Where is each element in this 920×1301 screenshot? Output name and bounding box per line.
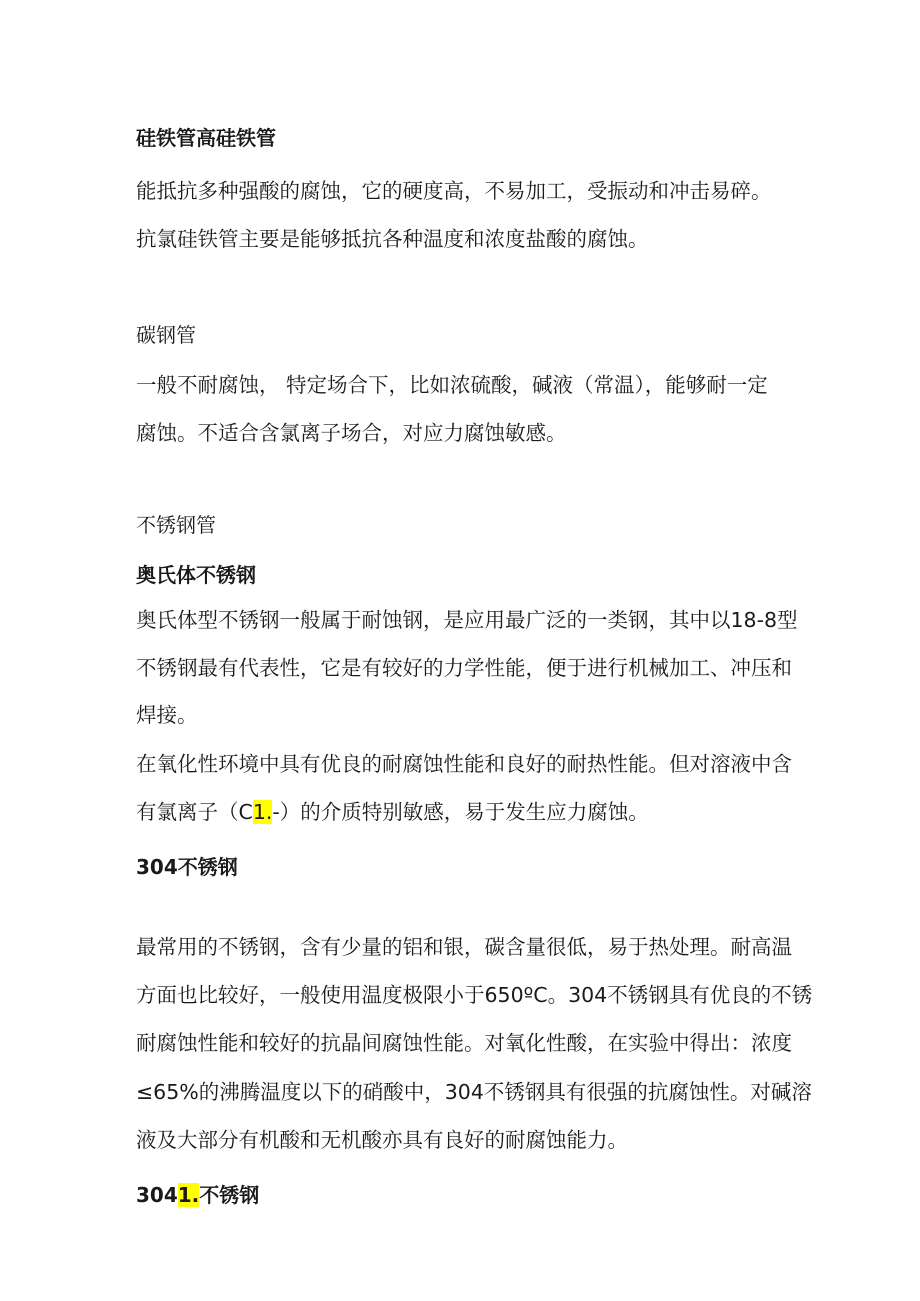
text-segment: -）的介质特别敏感，易于发生应力腐蚀。: [272, 800, 649, 824]
heading-austenitic-stainless: 奥氏体不锈钢: [136, 563, 256, 587]
paragraph-line-with-highlight: [136, 802, 649, 823]
text-segment: 有氯离子（C: [136, 800, 253, 824]
text-segment: 304: [136, 1183, 178, 1207]
paragraph-line: 奥氏体型不锈钢一般属于耐蚀钢，是应用最广泛的一类钢，其中以18-8型: [136, 608, 798, 632]
paragraph-line: 一般不耐腐蚀， 特定场合下，比如浓硫酸，碱液（常温），能够耐一定: [136, 373, 768, 397]
paragraph-line: 最常用的不锈钢，含有少量的铝和银，碳含量很低，易于热处理。耐高温: [136, 935, 792, 959]
heading-304-stainless: 304不锈钢: [136, 855, 238, 879]
highlighted-text: 1.: [177, 1183, 200, 1207]
heading-silicon-iron-pipe: 硅铁管高硅铁管: [136, 126, 276, 150]
paragraph-line: 抗氯硅铁管主要是能够抵抗各种温度和浓度盐酸的腐蚀。: [136, 227, 649, 251]
paragraph-line: 在氧化性环境中具有优良的耐腐蚀性能和良好的耐热性能。但对溶液中含: [136, 752, 792, 776]
paragraph-line: ≤65%的沸腾温度以下的硝酸中，304不锈钢具有很强的抗腐蚀性。对碱溶: [136, 1080, 812, 1104]
text-segment: 不锈钢: [199, 1183, 260, 1207]
paragraph-line: 方面也比较好，一般使用温度极限小于650ºC。304不锈钢具有优良的不锈: [136, 983, 813, 1007]
paragraph-line: 腐蚀。不适合含氯离子场合，对应力腐蚀敏感。: [136, 421, 567, 445]
paragraph-line: 能抵抗多种强酸的腐蚀，它的硬度高，不易加工，受振动和冲击易碎。: [136, 179, 772, 203]
paragraph-line: 不锈钢最有代表性，它是有较好的力学性能，便于进行机械加工、冲压和: [136, 656, 792, 680]
heading-304l-stainless: [136, 1185, 259, 1205]
paragraph-line: 耐腐蚀性能和较好的抗晶间腐蚀性能。对氧化性酸，在实验中得出：浓度: [136, 1031, 792, 1055]
paragraph-line: 液及大部分有机酸和无机酸亦具有良好的耐腐蚀能力。: [136, 1128, 628, 1152]
heading-carbon-steel-pipe: 碳钢管: [136, 323, 196, 347]
heading-stainless-steel-pipe: 不锈钢管: [136, 513, 216, 537]
paragraph-line: 焊接。: [136, 703, 198, 727]
highlighted-text: 1.: [252, 800, 273, 824]
